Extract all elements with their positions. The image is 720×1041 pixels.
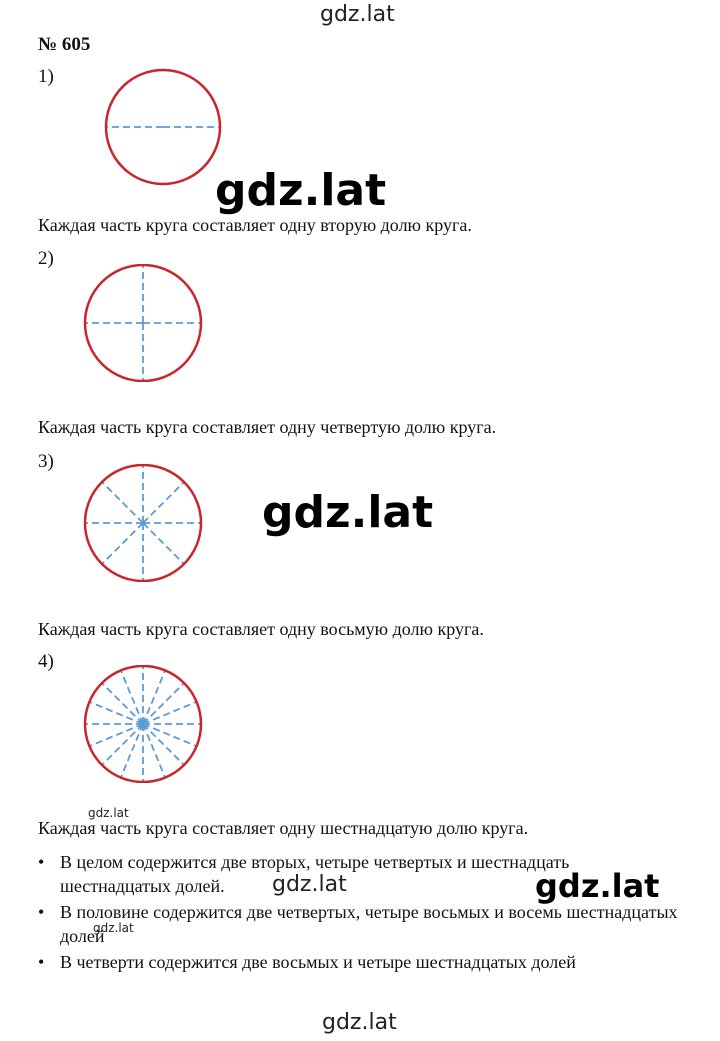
watermark-small-2: gdz.lat [93,921,134,935]
watermark-small-1: gdz.lat [88,806,129,820]
watermark-large-2: gdz.lat [262,487,434,538]
item-label-4: 4) [38,651,54,672]
dashed-radius [143,724,165,778]
dashed-radius [102,523,143,564]
summary-item-3: • В четверти содержится две восьмых и четыре шестнадцатых долей [38,950,678,974]
caption-3: Каждая часть круга составляет одну восьмую долю круга. [38,619,484,639]
circle-diagram-4 [81,665,205,783]
watermark-top: gdz.lat [320,2,395,27]
item-label-3: 3) [38,451,54,472]
circle-diagram-2 [81,264,205,382]
dashed-radius [143,670,165,724]
watermark-large-1: gdz.lat [215,165,387,216]
problem-number: № 605 [38,34,91,55]
dashed-radius [143,683,184,724]
dashed-radius [143,702,197,724]
dashed-radius [121,670,143,724]
dashed-radius [121,724,143,778]
item-label-2: 2) [38,248,54,269]
caption-1: Каждая часть круга составляет одну вторую долю круга. [38,215,472,235]
dashed-radius [102,482,143,523]
summary-list [38,850,678,976]
dashed-radius [143,523,184,564]
watermark-right: gdz.lat [535,867,660,905]
summary-item-2: • В половине содержится две четвертых, четыре восьмых и восемь шестнадцатых долей [38,900,678,948]
caption-4: Каждая часть круга составляет одну шестнадцатую долю круга. [38,818,529,838]
watermark-bottom: gdz.lat [322,1010,397,1035]
dashed-radius [89,724,143,746]
circle-diagram-1 [102,68,224,186]
dashed-radius [102,683,143,724]
dashed-radius [143,724,197,746]
dashed-radius [143,482,184,523]
caption-2: Каждая часть круга составляет одну четвертую долю круга. [38,417,497,437]
item-label-1: 1) [38,66,54,87]
dashed-radius [102,724,143,765]
dashed-radius [89,702,143,724]
summary-item-1: • В целом содержится две вторых, четыре четвертых и шестнадцать шестнадцатых долей. [38,850,678,898]
watermark-mid: gdz.lat [272,872,347,897]
circle-diagram-3 [81,464,205,582]
dashed-radius [143,724,184,765]
